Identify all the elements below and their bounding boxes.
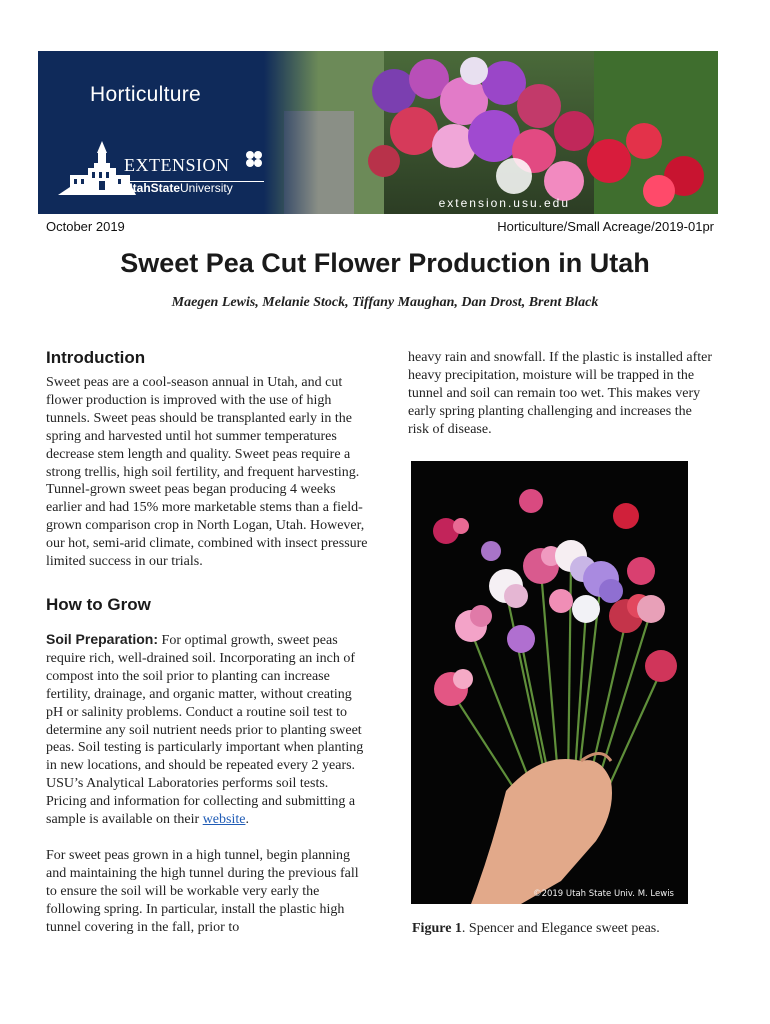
website-link[interactable]: website: [202, 812, 246, 828]
header-banner: [38, 51, 718, 214]
banner-sweet-pea-photo: [264, 51, 718, 214]
page-title: Sweet Pea Cut Flower Production in Utah: [120, 248, 650, 278]
left-column: [46, 348, 368, 936]
soil-preparation-paragraph: Soil Preparation: For optimal growth, sweet peas require rich, well-drained soil. Incorporating an inch of compost into the soil prior to planting can increase fertility, drainage, and organic matter, without creating pH or salinity problems. Conduct a routine soil test to determine any soil nutrient needs prior to planting sweet peas. Soil testing is particularly important when planting in new locations, and should be repeated every 2 years. USU’s Analytical Laboratories performs soil tests. Pricing and information for collecting and submitting a sample is available on their website.: [46, 630, 364, 828]
extension-wordmark: EXTENSION: [124, 155, 230, 175]
right-column-text: heavy rain and snowfall. If the plastic is installed after heavy precipitation, moisture will be trapped in the tunnel and soil can remain too wet. This makes very early spring planting challenging and increases the risk of disease.: [408, 350, 713, 437]
figure-photo: [411, 461, 688, 904]
publication-date: October 2019: [46, 219, 125, 234]
introduction-text: Sweet peas are a cool-season annual in Utah, and cut flower production is improved with the use of high tunnels. Sweet peas should be transplanted early in the spring and harvested until hot summer temperatures decrease stem length and quality. Sweet peas require a strong trellis, high soil fertility, and frequent harvesting. Tunnel-grown sweet peas began producing 4 weeks earlier and had 15% more marketable stems than a field-grown comparison crop in North Logan, Utah. However, our hot, semi-arid climate, combined with insect pressure limited success in our trials.: [46, 375, 368, 570]
sweet-pea-bouquet-illustration: [411, 461, 688, 904]
photo-credit: ©2019 Utah State Univ. M. Lewis: [533, 889, 674, 899]
banner-url[interactable]: extension.usu.edu: [438, 196, 570, 210]
right-column: [408, 349, 716, 439]
university-wordmark: UtahStateUniversity: [124, 181, 233, 195]
soil-preparation-label: Soil Preparation:: [46, 630, 159, 647]
high-tunnel-paragraph: For sweet peas grown in a high tunnel, begin planning and maintaining the high tunnel during the previous fall to ensure the soil will be workable very early the following spring. In particular, install the plastic high tunnel covering in the fall, prior to: [46, 847, 359, 935]
publication-code: Horticulture/Small Acreage/2019-01pr: [497, 219, 714, 234]
section-title: Horticulture: [90, 83, 201, 106]
how-to-grow-heading: How to Grow: [46, 594, 151, 614]
authors: Maegen Lewis, Melanie Stock, Tiffany Maughan, Dan Drost, Brent Black: [171, 295, 599, 310]
figure-caption: Figure 1. Spencer and Elegance sweet peas.: [412, 921, 660, 936]
introduction-heading: Introduction: [46, 348, 146, 367]
